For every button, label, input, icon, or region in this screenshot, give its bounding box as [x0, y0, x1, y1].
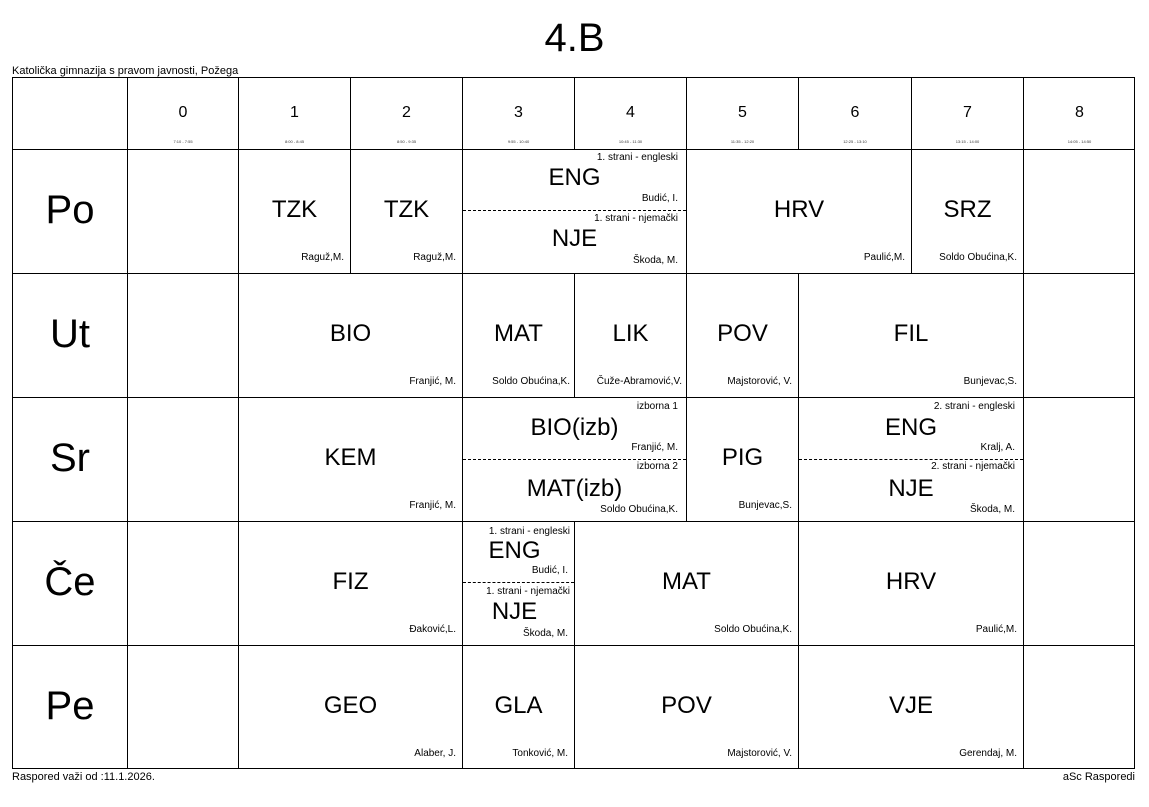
lesson-cell: [463, 646, 575, 768]
lesson-teacher: Raguž,M.: [413, 252, 456, 263]
lesson-teacher: Raguž,M.: [301, 252, 344, 263]
group-divider: [799, 459, 1023, 460]
lesson-teacher: Paulić,M.: [975, 624, 1017, 635]
lesson-teacher: Alaber, J.: [414, 748, 456, 759]
corner-cell: [13, 78, 128, 150]
period-header-7: [912, 78, 1024, 150]
lesson-teacher: Kralj, A.: [980, 442, 1015, 453]
lesson-group: 1. strani - engleski: [596, 152, 678, 163]
period-number: 0: [178, 104, 188, 121]
lesson-cell: [239, 274, 463, 398]
day-label-monday: [13, 150, 128, 274]
lesson-subject: KEM: [324, 444, 377, 471]
lesson-subject: TZK: [383, 196, 430, 223]
lesson-cell: [463, 274, 575, 398]
day-label-friday: [13, 646, 128, 768]
lesson-teacher: Đaković,L.: [409, 624, 456, 635]
lesson-teacher: Majstorović, V.: [727, 748, 792, 759]
lesson-cell-split: [799, 398, 1024, 522]
lesson-group: 1. strani - njemački: [486, 586, 570, 597]
period-header-3: [463, 78, 575, 150]
period-header-4: [575, 78, 687, 150]
period-time: 7:10 - 7:55: [173, 139, 193, 144]
lesson-subject: HRV: [885, 568, 937, 595]
period-header-2: [351, 78, 463, 150]
empty-cell: [1024, 274, 1135, 398]
day-name: Po: [45, 188, 95, 232]
day-name: Sr: [50, 436, 90, 480]
lesson-cell: [575, 646, 799, 768]
lesson-cell-split: [463, 522, 575, 646]
lesson-teacher: Franjić, M.: [409, 500, 456, 511]
lesson-subject: MAT: [662, 568, 711, 595]
day-label-thursday: [13, 522, 128, 646]
period-header-6: [799, 78, 912, 150]
lesson-subject: POV: [661, 692, 712, 719]
lesson-subject: FIZ: [332, 568, 369, 595]
lesson-cell: [351, 150, 463, 274]
period-number: 1: [290, 104, 299, 121]
lesson-subject: MAT: [494, 320, 543, 347]
lesson-subject: TZK: [271, 196, 318, 223]
lesson-teacher: Franjić, M.: [631, 442, 678, 453]
lesson-teacher: Čuže-Abramović,V.: [596, 376, 682, 387]
lesson-teacher: Soldo Obućina,K.: [714, 624, 792, 635]
empty-cell: [1024, 150, 1135, 274]
period-number: 5: [738, 104, 747, 121]
lesson-group: izborna 2: [636, 461, 678, 472]
lesson-teacher: Škoda, M.: [522, 628, 568, 639]
period-header-1: [239, 78, 351, 150]
lesson-subject: ENG: [548, 164, 601, 191]
lesson-subject: GEO: [323, 692, 378, 719]
validity-note: Raspored važi od :11.1.2026.: [12, 771, 155, 783]
lesson-teacher: Franjić, M.: [409, 376, 456, 387]
lesson-cell: [239, 398, 463, 522]
period-number: 8: [1075, 104, 1084, 121]
lesson-subject: MAT(izb): [526, 475, 623, 502]
lesson-cell: [687, 274, 799, 398]
lesson-cell-split: [463, 398, 687, 522]
period-time: 14:05 - 14:50: [1067, 139, 1092, 144]
timetable-title: 4.B: [544, 16, 605, 60]
lesson-subject: POV: [717, 320, 768, 347]
lesson-subject: HRV: [773, 196, 825, 223]
day-label-tuesday: [13, 274, 128, 398]
empty-cell: [1024, 522, 1135, 646]
lesson-subject: ENG: [884, 414, 937, 441]
period-number: 2: [402, 104, 411, 121]
lesson-group: 1. strani - engleski: [488, 526, 570, 537]
empty-cell: [128, 522, 239, 646]
empty-cell: [128, 398, 239, 522]
empty-cell: [128, 150, 239, 274]
period-number: 4: [626, 104, 635, 121]
lesson-subject: GLA: [494, 692, 543, 719]
period-number: 7: [963, 104, 972, 121]
lesson-cell: [799, 274, 1024, 398]
period-number: 3: [514, 104, 523, 121]
lesson-subject: NJE: [551, 225, 598, 252]
lesson-teacher: Bunjevac,S.: [963, 376, 1017, 387]
period-time: 12:25 - 13:10: [843, 139, 867, 144]
lesson-teacher: Soldo Obućina,K.: [939, 252, 1017, 263]
empty-cell: [128, 274, 239, 398]
day-name: Pe: [45, 684, 95, 728]
lesson-cell: [239, 522, 463, 646]
day-name: Ut: [50, 312, 90, 356]
lesson-subject: NJE: [491, 598, 538, 625]
lesson-cell: [239, 150, 351, 274]
lesson-teacher: Paulić,M.: [863, 252, 905, 263]
lesson-cell: [687, 150, 912, 274]
lesson-group: 1. strani - njemački: [594, 213, 678, 224]
lesson-cell: [239, 646, 463, 768]
period-header-0: [128, 78, 239, 150]
lesson-cell: [912, 150, 1024, 274]
lesson-teacher: Bunjevac,S.: [738, 500, 792, 511]
day-label-wednesday: [13, 398, 128, 522]
timetable-grid: [12, 77, 1135, 769]
lesson-subject: BIO(izb): [530, 414, 619, 441]
lesson-subject: FIL: [893, 320, 929, 347]
period-time: 10:45 - 11:30: [618, 139, 643, 144]
group-divider: [463, 459, 686, 460]
lesson-subject: VJE: [888, 692, 933, 719]
period-time: 8:00 - 8:45: [284, 139, 305, 144]
lesson-group: 2. strani - njemački: [931, 461, 1015, 472]
lesson-cell-split: [463, 150, 687, 274]
lesson-cell: [575, 522, 799, 646]
lesson-cell: [799, 646, 1024, 768]
lesson-cell: [575, 274, 687, 398]
period-number: 6: [850, 104, 860, 121]
brand-label: aSc Rasporedi: [1062, 771, 1135, 783]
school-name: Katolička gimnazija s pravom javnosti, Požega: [12, 65, 239, 77]
lesson-teacher: Škoda, M.: [632, 255, 678, 266]
lesson-group: 2. strani - engleski: [933, 401, 1015, 412]
period-time: 9:55 - 10:40: [507, 139, 530, 144]
lesson-cell: [687, 398, 799, 522]
lesson-teacher: Soldo Obućina,K.: [600, 504, 678, 515]
lesson-subject: ENG: [488, 537, 541, 564]
lesson-teacher: Majstorović, V.: [727, 376, 792, 387]
lesson-teacher: Gerendaj, M.: [959, 748, 1017, 759]
empty-cell: [1024, 646, 1135, 768]
period-header-5: [687, 78, 799, 150]
lesson-teacher: Budić, I.: [641, 193, 678, 204]
day-name: Če: [44, 560, 96, 604]
period-header-8: [1024, 78, 1135, 150]
lesson-teacher: Tonković, M.: [512, 748, 568, 759]
lesson-cell: [799, 522, 1024, 646]
empty-cell: [128, 646, 239, 768]
lesson-subject: LIK: [612, 320, 649, 347]
lesson-teacher: Soldo Obućina,K.: [492, 376, 570, 387]
group-divider: [463, 582, 574, 583]
period-time: 8:50 - 9:35: [396, 139, 417, 144]
period-time: 13:15 - 14:00: [955, 139, 980, 144]
lesson-subject: SRZ: [943, 196, 992, 223]
lesson-subject: NJE: [888, 475, 934, 502]
lesson-subject: BIO: [329, 320, 372, 347]
lesson-group: izborna 1: [636, 401, 678, 412]
lesson-teacher: Škoda, M.: [969, 504, 1015, 515]
group-divider: [463, 210, 686, 211]
empty-cell: [1024, 398, 1135, 522]
lesson-subject: PIG: [721, 444, 764, 471]
lesson-teacher: Budić, I.: [531, 565, 568, 576]
period-time: 11:35 - 12:20: [730, 139, 755, 144]
